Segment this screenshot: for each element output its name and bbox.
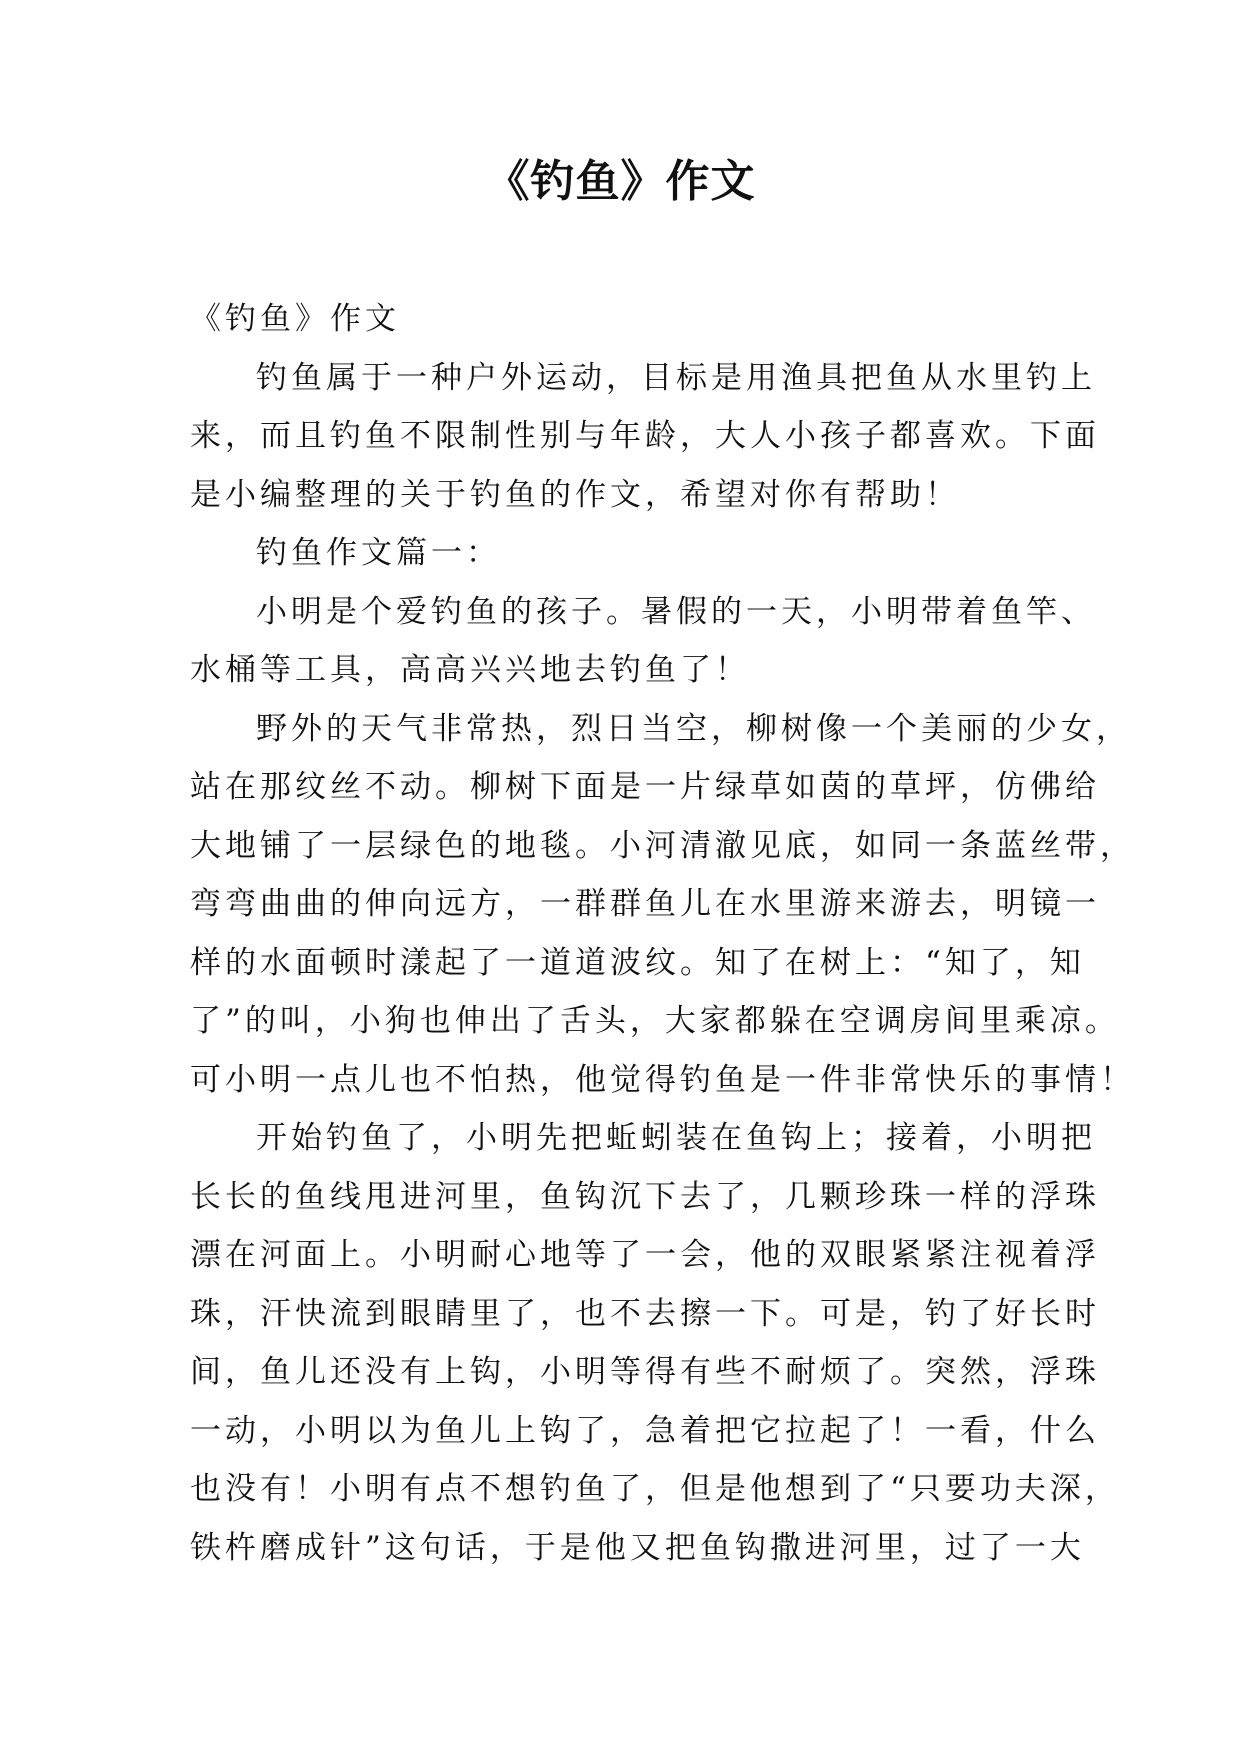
text-line: 了”的叫，小狗也伸出了舌头，大家都躲在空调房间里乘凉。	[190, 1003, 1120, 1039]
text-line: 钓鱼属于一种户外运动，目标是用渔具把鱼从水里钓上	[256, 359, 1096, 396]
document-body	[190, 290, 1135, 1577]
text-line: 站在那纹丝不动。柳树下面是一片绿草如茵的草坪，仿佛给	[190, 769, 1100, 805]
text-line: 漂在河面上。小明耐心地等了一会，他的双眼紧紧注视着浮	[190, 1237, 1100, 1273]
text-line: 钓鱼作文篇一：	[256, 535, 501, 571]
text-line: 《钓鱼》作文	[190, 301, 400, 337]
text-line: 是小编整理的关于钓鱼的作文，希望对你有帮助！	[190, 476, 960, 513]
text-line: 一动，小明以为鱼儿上钩了，急着把它拉起了！一看，什么	[190, 1412, 1100, 1449]
document-title: 《钓鱼》作文	[485, 156, 756, 207]
text-line: 野外的天气非常热，烈日当空，柳树像一个美丽的少女，	[256, 710, 1131, 747]
text-line: 水桶等工具，高高兴兴地去钓鱼了！	[190, 652, 750, 688]
text-line: 弯弯曲曲的伸向远方，一群群鱼儿在水里游来游去，明镜一	[190, 886, 1100, 922]
text-line: 来，而且钓鱼不限制性别与年龄，大人小孩子都喜欢。下面	[190, 418, 1100, 454]
text-line: 大地铺了一层绿色的地毯。小河清澈见底，如同一条蓝丝带，	[190, 827, 1135, 864]
text-line: 珠，汗快流到眼睛里了，也不去擦一下。可是，钓了好长时	[190, 1295, 1100, 1332]
text-line: 小明是个爱钓鱼的孩子。暑假的一天，小明带着鱼竿、	[256, 593, 1096, 630]
text-line: 样的水面顿时漾起了一道道波纹。知了在树上：“知了，知	[190, 944, 1085, 981]
text-line: 铁杵磨成针”这句话，于是他又把鱼钩撒进河里，过了一大	[190, 1529, 1085, 1566]
text-line: 长长的鱼线甩进河里，鱼钩沉下去了，几颗珍珠一样的浮珠	[190, 1178, 1100, 1215]
text-line: 也没有！小明有点不想钓鱼了，但是他想到了“只要功夫深，	[190, 1471, 1120, 1507]
text-line: 间，鱼儿还没有上钩，小明等得有些不耐烦了。突然，浮珠	[190, 1354, 1100, 1390]
text-line: 开始钓鱼了，小明先把蚯蚓装在鱼钩上；接着，小明把	[256, 1120, 1096, 1156]
text-line: 可小明一点儿也不怕热，他觉得钓鱼是一件非常快乐的事情！	[190, 1061, 1135, 1098]
